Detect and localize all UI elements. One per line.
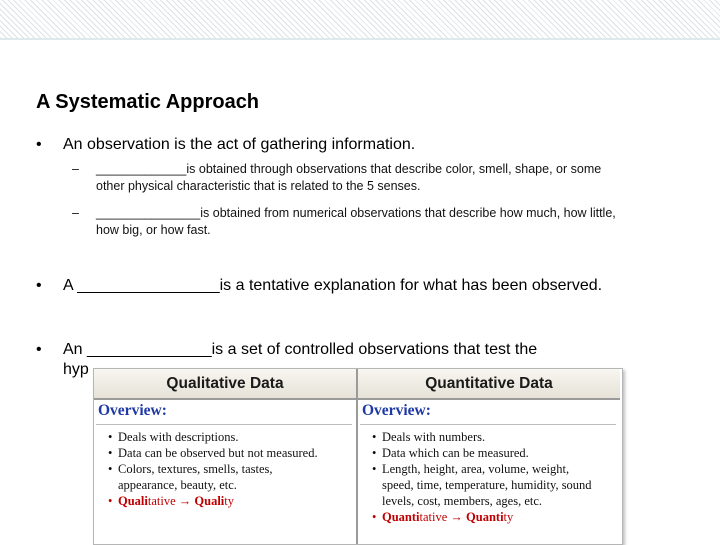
list-item-continued: speed, time, temperature, humidity, sound: [382, 478, 592, 492]
sub-bullet-text-continued: other physical characteristic that is related to the 5 senses.: [96, 179, 421, 193]
fill-in-blank: _______________: [96, 206, 201, 220]
quantitative-overview-label: Overview:: [362, 402, 431, 419]
bullet-text-continued: hyp: [63, 361, 89, 378]
list-item-summary: • Quantitative → Quantity: [372, 509, 620, 525]
list-item-continued: levels, cost, members, ages, etc.: [382, 494, 543, 508]
bullet-text-start: An: [63, 341, 88, 358]
list-item: • Deals with descriptions.: [108, 429, 356, 445]
qualitative-quantitative-table: [93, 368, 623, 545]
list-item: • Data which can be measured.: [372, 445, 620, 461]
list-item-summary: • Qualitative → Quality: [108, 493, 356, 509]
list-item: • Length, height, area, volume, weight,: [372, 461, 620, 477]
sub-bullet-text: is obtained from numerical observations that describe how much, how little,: [200, 206, 616, 220]
qualitative-column: [94, 369, 358, 544]
fill-in-blank: ______________: [87, 341, 212, 358]
quantitative-column: [358, 369, 620, 544]
list-item-continued: appearance, beauty, etc.: [118, 478, 237, 492]
qualitative-header: Qualitative Data: [94, 369, 356, 400]
bullet-icon: •: [36, 277, 42, 294]
sub-bullet-text: is obtained through observations that describe color, smell, shape, or some: [186, 162, 602, 176]
list-item: • Data can be observed but not measured.: [108, 445, 356, 461]
fill-in-blank: ________________: [77, 277, 220, 294]
bullet-text-start: A: [63, 277, 78, 294]
bullet-text-end: is a set of controlled observations that test the: [211, 341, 538, 358]
divider: [96, 424, 352, 425]
quantitative-list: [358, 429, 620, 525]
bullet-icon: •: [36, 136, 42, 153]
bullet-text: An observation is the act of gathering information.: [63, 136, 416, 153]
fill-in-blank: _____________: [96, 162, 187, 176]
slide-title: A Systematic Approach: [36, 91, 260, 113]
dash-icon: –: [72, 206, 79, 220]
qualitative-list: [94, 429, 356, 509]
dash-icon: –: [72, 162, 79, 176]
bullet-text-end: is a tentative explanation for what has been observed.: [219, 277, 603, 294]
sub-bullet-text-continued: how big, or how fast.: [96, 223, 211, 237]
qualitative-overview-label: Overview:: [98, 402, 167, 419]
quantitative-header: Quantitative Data: [358, 369, 620, 400]
decorative-header-band: [0, 0, 720, 40]
divider: [360, 424, 616, 425]
list-item: • Colors, textures, smells, tastes,: [108, 461, 356, 477]
bullet-icon: •: [36, 341, 42, 358]
list-item: • Deals with numbers.: [372, 429, 620, 445]
